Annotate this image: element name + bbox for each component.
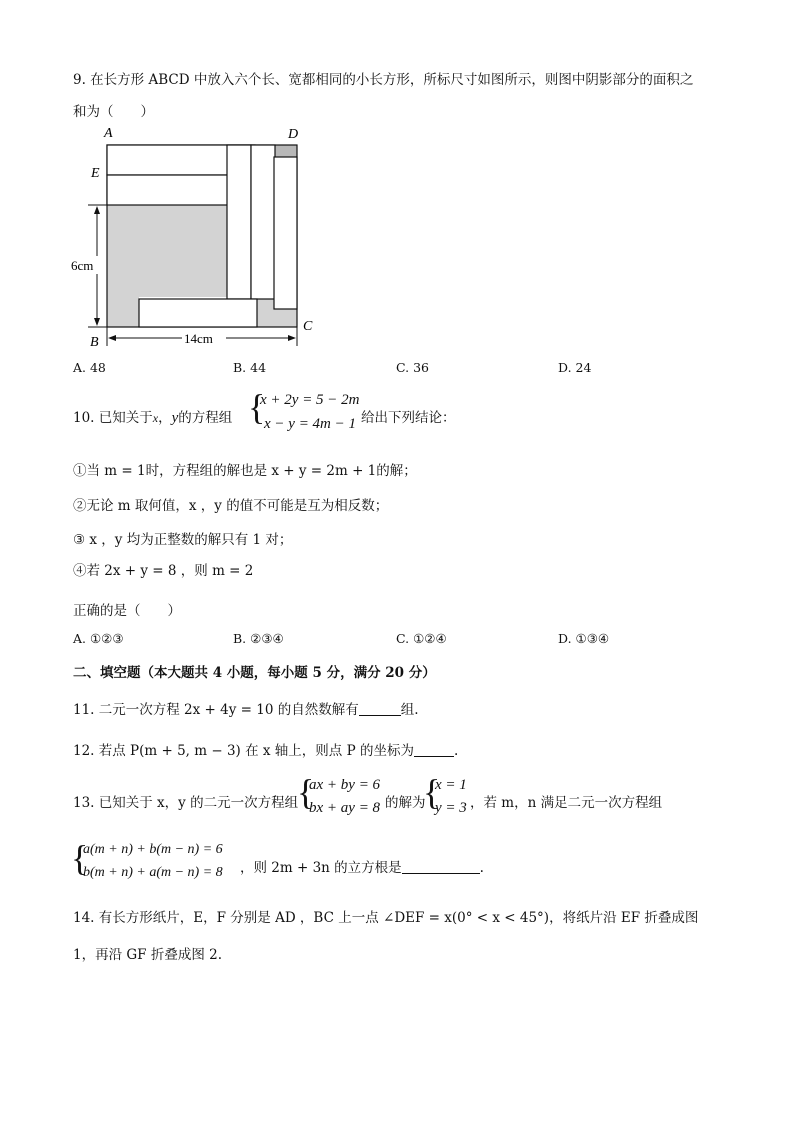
q12 <box>73 739 458 759</box>
q10-ask: 正确的是（ ） <box>73 603 181 619</box>
q9-figure <box>70 122 330 352</box>
shaded-region-top-right <box>274 145 297 157</box>
q11-after: 组. <box>400 702 419 718</box>
label-b: B <box>90 335 99 350</box>
small-rect-bottom <box>139 299 257 327</box>
q10-eq1: x + 2y = 5 − 2m <box>260 392 360 408</box>
q12-text: 12. 若点 P(m + 5, m − 3) 在 x 轴上，则点 P 的坐标为 <box>73 743 414 759</box>
q12-after: . <box>453 743 459 759</box>
q11 <box>73 698 419 718</box>
label-6cm: 6cm <box>71 258 94 273</box>
q14-line2: 1，再沿 GF 折叠成图 2. <box>73 947 222 963</box>
q10-stem <box>73 406 232 427</box>
q13-mid: 的解为 <box>385 795 426 811</box>
q12-answer-blank[interactable] <box>414 744 454 757</box>
label-a: A <box>104 126 113 141</box>
label-e: E <box>91 166 100 181</box>
q10-option-c[interactable]: C. ①②④ <box>396 631 447 646</box>
q9-text-line2: 和为（ ） <box>73 104 154 120</box>
q10-var-y: y <box>171 410 179 426</box>
q13-solution-brace: { <box>423 772 441 812</box>
q9-option-d[interactable]: D. 24 <box>558 360 592 375</box>
q10-conclusion-3: ③ x ，y 均为正整数的解只有 1 对； <box>73 532 293 548</box>
q9-option-b[interactable]: B. 44 <box>233 360 267 375</box>
q9-option-a[interactable]: A. 48 <box>73 360 106 375</box>
q10-conclusion-2: ②无论 m 取何值，x ，y 的值不可能是互为相反数； <box>73 498 389 514</box>
q9-text-line1: 9. 在长方形 ABCD 中放入六个长、宽都相同的小长方形，所标尺寸如图所示，则图中阴影部分的面积之 <box>73 72 694 88</box>
q10-system-brace: { <box>248 387 266 427</box>
q10-suffix: 给出下列结论： <box>361 410 456 426</box>
q10-mid: 的方程组 <box>178 410 233 426</box>
q11-text: 11. 二元一次方程 2x + 4y = 10 的自然数解有 <box>73 702 359 718</box>
section2-heading: 二、填空题（本大题共 4 小题，每小题 5 分，满分 20 分） <box>73 665 436 681</box>
q13-eq3: a(m + n) + b(m − n) = 6 <box>83 842 223 857</box>
small-rect-v2 <box>251 145 275 299</box>
q13-ask-after: . <box>479 860 484 876</box>
q10-option-b[interactable]: B. ②③④ <box>233 631 284 646</box>
q13-ask-text: ，则 2m + 3n 的立方根是 <box>240 860 402 876</box>
q10-option-a[interactable]: A. ①②③ <box>73 631 124 646</box>
small-rect-v1 <box>227 145 251 299</box>
q9-option-c[interactable]: C. 36 <box>396 360 429 375</box>
q13-system2-brace: { <box>71 838 89 878</box>
q13-system1-brace: { <box>297 772 315 812</box>
q10-eq2: x − y = 4m − 1 <box>264 416 357 432</box>
q13-eq2: bx + ay = 8 <box>309 800 381 816</box>
q13-eq1: ax + by = 6 <box>309 777 381 793</box>
q11-answer-blank[interactable] <box>359 703 401 716</box>
label-14cm: 14cm <box>184 331 213 346</box>
label-d: D <box>288 127 299 142</box>
q10-option-d[interactable]: D. ①③④ <box>558 631 610 646</box>
q10-comma: ， <box>158 410 172 426</box>
small-rect-v3 <box>274 157 297 309</box>
q10-conclusion-1: ①当 m = 1时，方程组的解也是 x + y = 2m + 1的解； <box>73 463 417 479</box>
q10-var-x: x <box>152 411 159 425</box>
q10-conclusion-4: ④若 2x + y = 8 ，则 m = 2 <box>73 563 254 579</box>
label-c: C <box>303 319 313 334</box>
q14-line1: 14. 有长方形纸片，E，F 分别是 AD ，BC 上一点 ∠DEF = x(0° < x < 45°)，将纸片沿 EF 折叠成图 <box>73 910 699 926</box>
q13-after: ，若 m，n 满足二元一次方程组 <box>470 795 663 811</box>
q13-sol2: y = 3 <box>435 800 467 816</box>
q10-prefix: 10. 已知关于 <box>73 410 153 426</box>
q13-ask <box>240 856 484 876</box>
q13-answer-blank[interactable] <box>402 861 480 874</box>
q13-sol1: x = 1 <box>435 777 467 793</box>
q13-stem: 13. 已知关于 x，y 的二元一次方程组 <box>73 795 299 811</box>
q13-eq4: b(m + n) + a(m − n) = 8 <box>83 865 223 880</box>
